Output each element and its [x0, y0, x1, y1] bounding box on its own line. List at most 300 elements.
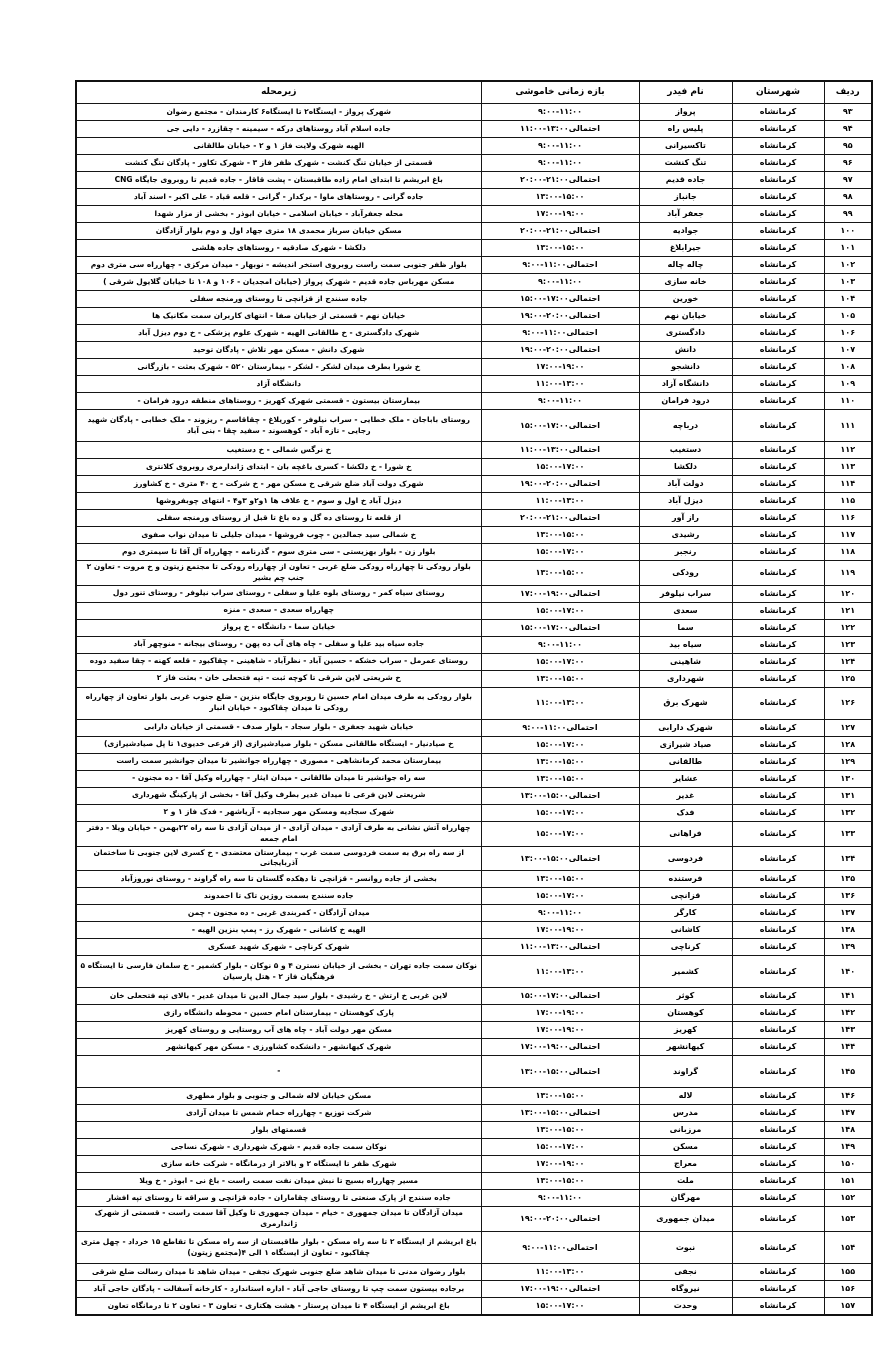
cell-county: کرمانشاه — [732, 189, 824, 206]
cell-subneighborhood: شهرک دانش - مسکن مهر تلاش - پادگان توحید — [76, 342, 481, 359]
table-row — [76, 393, 872, 410]
cell-county: کرمانشاه — [732, 138, 824, 155]
cell-outage-time: ۹:۰۰-۱۱:۰۰ — [481, 636, 639, 653]
cell-subneighborhood: نوکان سمت جاده تهران - بخشی از خیابان نسترن ۴ و ۵ نوکان - بلوار کشمیر - خ سلمان فارسی تا ایستگاه ۵ فرهنگیان فاز ۲ - هتل پارسیان — [76, 956, 481, 988]
cell-county: کرمانشاه — [732, 393, 824, 410]
cell-feeder-name: فردوسی — [639, 846, 732, 871]
cell-subneighborhood: میدان آزادگان تا میدان جمهوری - خیام - میدان جمهوری تا وکیل آقا سمت راست - قسمتی از شهرک ژاندارمری — [76, 1207, 481, 1232]
cell-row-number: ۱۰۹ — [824, 376, 872, 393]
table-row — [76, 359, 872, 376]
table-row — [76, 172, 872, 189]
cell-feeder-name: کشمیر — [639, 956, 732, 988]
cell-subneighborhood: روستای عمرمل - سراب خشکه - حسین آباد - نظرآباد - شاهینی - چقاکبود - قلعه کهنه - چقا سفید دوده — [76, 653, 481, 670]
table-row — [76, 956, 872, 988]
cell-outage-time: ۱۳:۰۰-۱۵:۰۰ — [481, 189, 639, 206]
cell-subneighborhood: چهارراه آتش نشانی به طرف آزادی - میدان آزادی - از میدان آزادی تا سه راه ۲۲بهمن - خیابان ویلا - دفتر امام جمعه — [76, 821, 481, 846]
cell-county: کرمانشاه — [732, 1039, 824, 1056]
table-row — [76, 1088, 872, 1105]
cell-row-number: ۱۴۴ — [824, 1039, 872, 1056]
cell-county: کرمانشاه — [732, 240, 824, 257]
table-row — [76, 939, 872, 956]
cell-subneighborhood: برجاده بیستون سمت چپ تا روستای حاجی آباد - اداره استاندارد - کارخانه آسفالت - پادگان حاجی آباد — [76, 1281, 481, 1298]
cell-feeder-name: درود فرامان — [639, 393, 732, 410]
cell-county: کرمانشاه — [732, 257, 824, 274]
cell-county: کرمانشاه — [732, 585, 824, 602]
cell-subneighborhood: خ صیادنیار - ایستگاه طالقانی مسکن - بلوار صیادشیرازی (از فرعی خدیوی۱ تا پل صیادشیرازی) — [76, 736, 481, 753]
cell-feeder-name: غدیر — [639, 787, 732, 804]
cell-outage-time: ۱۳:۰۰-۱۵:۰۰ — [481, 670, 639, 687]
cell-outage-time: ۱۷:۰۰-۱۹:۰۰احتمالی — [481, 1281, 639, 1298]
cell-feeder-name: دانشگاه آزاد — [639, 376, 732, 393]
cell-outage-time: ۱۱:۰۰-۱۳:۰۰ — [481, 376, 639, 393]
cell-subneighborhood: شهرک پرواز - ایستگاه۲ تا ایستگاه۶ کارمندان - مجتمع رضوان — [76, 104, 481, 121]
cell-county: کرمانشاه — [732, 753, 824, 770]
cell-subneighborhood: شهرک کرناچی - شهرک شهید عسکری — [76, 939, 481, 956]
cell-outage-time: ۱۵:۰۰-۱۷:۰۰ — [481, 653, 639, 670]
cell-row-number: ۱۳۴ — [824, 846, 872, 871]
cell-county: کرمانشاه — [732, 787, 824, 804]
cell-county: کرمانشاه — [732, 956, 824, 988]
cell-subneighborhood: بلوار ظفر جنوبی سمت راست روبروی استخر اندیشه - نوبهار - میدان مرکزی - چهارراه سی متری دوم — [76, 257, 481, 274]
cell-outage-time: ۱۳:۰۰-۱۵:۰۰ — [481, 561, 639, 586]
cell-row-number: ۱۲۲ — [824, 619, 872, 636]
cell-outage-time: ۱۵:۰۰-۱۷:۰۰ — [481, 602, 639, 619]
cell-county: کرمانشاه — [732, 104, 824, 121]
cell-county: کرمانشاه — [732, 1139, 824, 1156]
cell-row-number: ۱۱۲ — [824, 442, 872, 459]
cell-row-number: ۱۳۲ — [824, 804, 872, 821]
cell-subneighborhood: قسمتی از خیابان تنگ کنشت - شهرک ظفر فاز ۳ - شهرک تکاور - پادگان تنگ کنشت — [76, 155, 481, 172]
cell-row-number: ۱۳۳ — [824, 821, 872, 846]
cell-feeder-name: کیهانشهر — [639, 1039, 732, 1056]
cell-row-number: ۱۱۱ — [824, 410, 872, 442]
cell-row-number: ۱۱۹ — [824, 561, 872, 586]
cell-outage-time: ۱۱:۰۰-۱۳:۰۰ — [481, 687, 639, 719]
cell-subneighborhood: خ شمالی سید جمالدین - چوب فروشها - میدان جلیلی تا میدان نواب صفوی — [76, 527, 481, 544]
cell-subneighborhood: شهرک دادگستری - خ طالقانی الهیه - شهرک علوم پزشکی - خ دوم دیزل آباد — [76, 325, 481, 342]
cell-county: کرمانشاه — [732, 493, 824, 510]
cell-feeder-name: دلکشا — [639, 459, 732, 476]
cell-row-number: ۱۲۱ — [824, 602, 872, 619]
cell-county: کرمانشاه — [732, 1022, 824, 1039]
cell-feeder-name: کارگر — [639, 905, 732, 922]
cell-outage-time: ۱۵:۰۰-۱۷:۰۰ — [481, 804, 639, 821]
cell-county: کرمانشاه — [732, 988, 824, 1005]
cell-feeder-name: درباچه — [639, 410, 732, 442]
cell-feeder-name: لاله — [639, 1088, 732, 1105]
cell-row-number: ۱۵۳ — [824, 1207, 872, 1232]
cell-outage-time: ۱۵:۰۰-۱۷:۰۰ — [481, 1139, 639, 1156]
cell-outage-time: ۱۱:۰۰-۱۳:۰۰احتمالی — [481, 442, 639, 459]
cell-subneighborhood: جاده سنندج بسمت روژین تاک تا احمدوند — [76, 888, 481, 905]
cell-outage-time: ۹:۰۰-۱۱:۰۰ — [481, 1190, 639, 1207]
cell-subneighborhood: خ شریعتی لاین شرقی تا کوچه ثبت - تپه فتحعلی خان - بعثت فاز ۲ — [76, 670, 481, 687]
cell-outage-time: ۱۳:۰۰-۱۵:۰۰ — [481, 1173, 639, 1190]
cell-row-number: ۱۵۷ — [824, 1298, 872, 1316]
cell-county: کرمانشاه — [732, 687, 824, 719]
cell-subneighborhood: بلوار رودکی تا چهارراه رودکی ضلع غربی - تعاون از چهارراه رودکی تا مجتمع زیتون و خ مروت - تعاون ۲ جنب چم بشیر — [76, 561, 481, 586]
cell-subneighborhood: خ شورا - خ دلکشا - کسری باغچه بان - ابتدای ژاندارمری روبروی کلانتری — [76, 459, 481, 476]
cell-subneighborhood: بلوار زن - بلوار بهزیستی - سی متری سوم - گذرنامه - چهارراه آل آقا تا سیمتری دوم — [76, 544, 481, 561]
cell-subneighborhood: مسکن خیابان لاله شمالی و جنوبی و بلوار مطهری — [76, 1088, 481, 1105]
cell-row-number: ۱۴۰ — [824, 956, 872, 988]
cell-feeder-name: رشیدی — [639, 527, 732, 544]
table-row — [76, 459, 872, 476]
cell-row-number: ۱۵۵ — [824, 1264, 872, 1281]
cell-row-number: ۱۳۷ — [824, 905, 872, 922]
cell-subneighborhood: دلکشا - شهرک صادقیه - روستاهای جاده هلشی — [76, 240, 481, 257]
cell-county: کرمانشاه — [732, 155, 824, 172]
cell-subneighborhood: بلوار رودکی به طرف میدان امام حسین تا روبروی جایگاه بنزین - ضلع جنوب غربی بلوار تعاون از چهارراه رودکی تا میدان چقاکبود - خیابان انبار — [76, 687, 481, 719]
cell-outage-time: ۲۰:۰۰-۲۱:۰۰احتمالی — [481, 510, 639, 527]
cell-subneighborhood: الهیه خ کاشانی - شهرک رز - پمپ بنزین الهیه - — [76, 922, 481, 939]
cell-row-number: ۱۱۵ — [824, 493, 872, 510]
table-row — [76, 240, 872, 257]
cell-outage-time: ۲۰:۰۰-۲۱:۰۰احتمالی — [481, 172, 639, 189]
cell-county: کرمانشاه — [732, 527, 824, 544]
cell-subneighborhood: خ نرگس شمالی - خ دستغیب — [76, 442, 481, 459]
cell-row-number: ۱۴۲ — [824, 1005, 872, 1022]
cell-subneighborhood: سه راه جوانشیر تا میدان طالقانی - میدان ایثار - چهارراه وکیل آقا - ده مجنون - — [76, 770, 481, 787]
cell-county: کرمانشاه — [732, 223, 824, 240]
cell-subneighborhood: بلوار رضوان مدنی تا میدان شاهد ضلع جنوبی شهرک نجفی - میدان شاهد تا میدان رسالت ضلع شرقی — [76, 1264, 481, 1281]
cell-feeder-name: جیرابلاغ — [639, 240, 732, 257]
cell-row-number: ۱۰۵ — [824, 308, 872, 325]
cell-row-number: ۱۳۵ — [824, 871, 872, 888]
cell-row-number: ۱۱۰ — [824, 393, 872, 410]
table-row — [76, 1173, 872, 1190]
cell-outage-time: ۱۹:۰۰-۲۰:۰۰احتمالی — [481, 308, 639, 325]
cell-subneighborhood: مسکن مهر دولت آباد - چاه های آب روستایی و روستای کهریز — [76, 1022, 481, 1039]
cell-outage-time: ۱۵:۰۰-۱۷:۰۰ — [481, 459, 639, 476]
cell-county: کرمانشاه — [732, 342, 824, 359]
table-row — [76, 770, 872, 787]
cell-row-number: ۱۴۸ — [824, 1122, 872, 1139]
cell-feeder-name: مرزبانی — [639, 1122, 732, 1139]
cell-row-number: ۱۴۱ — [824, 988, 872, 1005]
cell-subneighborhood: شرکت توزیع - چهارراه حمام شمس تا میدان آزادی — [76, 1105, 481, 1122]
cell-outage-time: ۹:۰۰-۱۱:۰۰ — [481, 274, 639, 291]
cell-outage-time: ۱۳:۰۰-۱۵:۰۰احتمالی — [481, 787, 639, 804]
table-row — [76, 308, 872, 325]
cell-feeder-name: دیزل آباد — [639, 493, 732, 510]
cell-feeder-name: دانشجو — [639, 359, 732, 376]
cell-county: کرمانشاه — [732, 206, 824, 223]
table-row — [76, 1039, 872, 1056]
cell-row-number: ۱۴۹ — [824, 1139, 872, 1156]
cell-feeder-name: طالقانی — [639, 753, 732, 770]
cell-county: کرمانشاه — [732, 410, 824, 442]
cell-row-number: ۱۲۹ — [824, 753, 872, 770]
table-row — [76, 325, 872, 342]
cell-outage-time: ۱۱:۰۰-۱۳:۰۰ — [481, 956, 639, 988]
cell-county: کرمانشاه — [732, 846, 824, 871]
table-row — [76, 138, 872, 155]
cell-outage-time: ۱۳:۰۰-۱۵:۰۰احتمالی — [481, 1056, 639, 1088]
table-row — [76, 442, 872, 459]
cell-outage-time: ۱۷:۰۰-۱۹:۰۰ — [481, 1022, 639, 1039]
cell-outage-time: ۱۳:۰۰-۱۵:۰۰ — [481, 770, 639, 787]
cell-outage-time: ۱۳:۰۰-۱۵:۰۰احتمالی — [481, 846, 639, 871]
cell-row-number: ۱۲۳ — [824, 636, 872, 653]
cell-subneighborhood: محله جعفرآباد - خیابان اسلامی - خیابان ابوذر - بخشی از مزار شهدا — [76, 206, 481, 223]
cell-subneighborhood: دیزل آباد خ اول و سوم - خ علاف ها ۱و۲و ۳و۴ - انتهای چوبفروشها — [76, 493, 481, 510]
cell-feeder-name: دانش — [639, 342, 732, 359]
table-row — [76, 510, 872, 527]
cell-county: کرمانشاه — [732, 804, 824, 821]
column-header-county: شهرستان — [732, 81, 824, 104]
cell-feeder-name: نبوت — [639, 1232, 732, 1264]
cell-row-number: ۱۳۰ — [824, 770, 872, 787]
cell-subneighborhood: شهرک ظفر تا ایستگاه ۲ و بالاتر از درمانگاه - شرکت خانه سازی — [76, 1156, 481, 1173]
cell-county: کرمانشاه — [732, 376, 824, 393]
cell-outage-time: ۱۳:۰۰-۱۵:۰۰ — [481, 1088, 639, 1105]
table-row — [76, 1139, 872, 1156]
table-row — [76, 585, 872, 602]
cell-county: کرمانشاه — [732, 653, 824, 670]
cell-outage-time: ۱۹:۰۰-۲۰:۰۰احتمالی — [481, 342, 639, 359]
table-row — [76, 1005, 872, 1022]
cell-county: کرمانشاه — [732, 602, 824, 619]
cell-feeder-name: راز آور — [639, 510, 732, 527]
cell-subneighborhood: شهرک کیهانشهر - دانشکده کشاورزی - مسکن مهر کیهانشهر — [76, 1039, 481, 1056]
cell-feeder-name: تاکسیرانی — [639, 138, 732, 155]
table-row — [76, 1190, 872, 1207]
cell-row-number: ۱۳۸ — [824, 922, 872, 939]
cell-subneighborhood: بیمارستان بیستون - قسمتی شهرک کهریز - روستاهای منطقه درود فرامان - — [76, 393, 481, 410]
cell-row-number: ۹۵ — [824, 138, 872, 155]
cell-county: کرمانشاه — [732, 291, 824, 308]
table-row — [76, 544, 872, 561]
table-row — [76, 493, 872, 510]
cell-feeder-name: شهرک برق — [639, 687, 732, 719]
cell-feeder-name: مدرس — [639, 1105, 732, 1122]
cell-outage-time: ۱۵:۰۰-۱۷:۰۰احتمالی — [481, 988, 639, 1005]
cell-row-number: ۱۱۳ — [824, 459, 872, 476]
cell-outage-time: ۹:۰۰-۱۱:۰۰احتمالی — [481, 719, 639, 736]
cell-row-number: ۱۳۶ — [824, 888, 872, 905]
cell-row-number: ۱۰۴ — [824, 291, 872, 308]
cell-county: کرمانشاه — [732, 871, 824, 888]
table-row — [76, 206, 872, 223]
cell-feeder-name: مسکن — [639, 1139, 732, 1156]
cell-outage-time: ۱۵:۰۰-۱۷:۰۰احتمالی — [481, 291, 639, 308]
cell-subneighborhood: باغ ابریشم از ایستگاه ۲ تا سه راه مسکن - بلوار طاقبستان از سه راه مسکن تا تقاطع ۱۵ خرداد - چهل متری چقاکبود - تعاون از ایستگاه ۱ الی ۴(مجتمع زیتون) — [76, 1232, 481, 1264]
cell-row-number: ۱۰۶ — [824, 325, 872, 342]
table-row — [76, 274, 872, 291]
column-header-feeder-name: نام فیدر — [639, 81, 732, 104]
cell-subneighborhood: مسیر چهارراه بسیج تا نبش میدان نفت سمت راست - باغ نی - ابوذر - خ ویلا — [76, 1173, 481, 1190]
cell-county: کرمانشاه — [732, 510, 824, 527]
table-row — [76, 155, 872, 172]
table-row — [76, 687, 872, 719]
cell-outage-time: ۱۹:۰۰-۲۰:۰۰احتمالی — [481, 1207, 639, 1232]
table-row — [76, 342, 872, 359]
cell-feeder-name: مهرگان — [639, 1190, 732, 1207]
cell-feeder-name: رنجبر — [639, 544, 732, 561]
cell-row-number: ۱۱۸ — [824, 544, 872, 561]
cell-feeder-name: نجفی — [639, 1264, 732, 1281]
table-row — [76, 1022, 872, 1039]
cell-subneighborhood: پارک کوهستان - بیمارستان امام حسین - محوطه دانشگاه رازی — [76, 1005, 481, 1022]
cell-county: کرمانشاه — [732, 476, 824, 493]
cell-subneighborhood: خ شورا بطرف میدان لشکر - لشکر - بیمارستان ۵۲۰ - شهرک بعثت - بازرگانی — [76, 359, 481, 376]
cell-row-number: ۱۲۵ — [824, 670, 872, 687]
cell-feeder-name: نیروگاه — [639, 1281, 732, 1298]
cell-feeder-name: سما — [639, 619, 732, 636]
cell-subneighborhood: روستای باباجان - ملک خطایی - سراب نیلوفر - کوریلاغ - چقاقاسم - ریزوند - ملک خطابی - پادگان شهید رجایی - تازه آباد - کوهسوند - سفید چقا - بنی آباد — [76, 410, 481, 442]
table-row — [76, 1298, 872, 1316]
table-row — [76, 1122, 872, 1139]
cell-feeder-name: رودکی — [639, 561, 732, 586]
cell-outage-time: ۱۳:۰۰-۱۵:۰۰ — [481, 240, 639, 257]
cell-county: کرمانشاه — [732, 1005, 824, 1022]
cell-county: کرمانشاه — [732, 172, 824, 189]
table-row — [76, 1281, 872, 1298]
table-row — [76, 602, 872, 619]
cell-row-number: ۱۱۴ — [824, 476, 872, 493]
cell-row-number: ۱۱۷ — [824, 527, 872, 544]
cell-county: کرمانشاه — [732, 561, 824, 586]
cell-county: کرمانشاه — [732, 1281, 824, 1298]
cell-county: کرمانشاه — [732, 736, 824, 753]
cell-feeder-name: دادگستری — [639, 325, 732, 342]
cell-feeder-name: پرواز — [639, 104, 732, 121]
cell-outage-time: ۱۵:۰۰-۱۷:۰۰ — [481, 544, 639, 561]
document-page — [0, 80, 892, 1360]
cell-feeder-name: دولت آباد — [639, 476, 732, 493]
cell-row-number: ۱۵۲ — [824, 1190, 872, 1207]
cell-outage-time: ۱۵:۰۰-۱۷:۰۰ — [481, 736, 639, 753]
cell-outage-time: ۱۱:۰۰-۱۳:۰۰احتمالی — [481, 939, 639, 956]
cell-outage-time: ۹:۰۰-۱۱:۰۰ — [481, 138, 639, 155]
cell-outage-time: ۱۷:۰۰-۱۹:۰۰ — [481, 359, 639, 376]
table-body — [76, 104, 872, 1316]
cell-row-number: ۹۸ — [824, 189, 872, 206]
cell-subneighborhood: باغ ابریشم تا ابتدای امام زاده طاقبستان - پشت قاقار - جاده قدیم تا روبروی جایگاه CNG — [76, 172, 481, 189]
table-row — [76, 787, 872, 804]
cell-outage-time: ۹:۰۰-۱۱:۰۰ — [481, 905, 639, 922]
cell-row-number: ۹۶ — [824, 155, 872, 172]
cell-outage-time: ۱۷:۰۰-۱۹:۰۰ — [481, 206, 639, 223]
cell-outage-time: ۱۳:۰۰-۱۵:۰۰احتمالی — [481, 1105, 639, 1122]
cell-county: کرمانشاه — [732, 544, 824, 561]
cell-outage-time: ۹:۰۰-۱۱:۰۰احتمالی — [481, 257, 639, 274]
cell-county: کرمانشاه — [732, 619, 824, 636]
cell-county: کرمانشاه — [732, 1232, 824, 1264]
cell-feeder-name: چاله چاله — [639, 257, 732, 274]
cell-county: کرمانشاه — [732, 670, 824, 687]
table-row — [76, 476, 872, 493]
cell-outage-time: ۱۵:۰۰-۱۷:۰۰احتمالی — [481, 410, 639, 442]
cell-outage-time: ۱۱:۰۰-۱۳:۰۰ — [481, 493, 639, 510]
outage-schedule-table — [75, 80, 873, 1316]
cell-feeder-name: جوادیه — [639, 223, 732, 240]
cell-county: کرمانشاه — [732, 359, 824, 376]
cell-subneighborhood: از سه راه برق به سمت فردوسی سمت غرب - بیمارستان معتضدی - خ کسری لاین جنوبی تا ساختمان آذربایجانی — [76, 846, 481, 871]
table-row — [76, 905, 872, 922]
cell-outage-time: ۹:۰۰-۱۱:۰۰ — [481, 155, 639, 172]
cell-outage-time: ۹:۰۰-۱۱:۰۰ — [481, 393, 639, 410]
cell-county: کرمانشاه — [732, 636, 824, 653]
cell-feeder-name: سراب نیلوفر — [639, 585, 732, 602]
cell-row-number: ۱۵۴ — [824, 1232, 872, 1264]
cell-county: کرمانشاه — [732, 1173, 824, 1190]
cell-subneighborhood: میدان آزادگان - کمربندی غربی - ده مجنون - چمن — [76, 905, 481, 922]
cell-outage-time: ۹:۰۰-۱۱:۰۰احتمالی — [481, 1232, 639, 1264]
cell-feeder-name: کهریز — [639, 1022, 732, 1039]
table-row — [76, 121, 872, 138]
cell-outage-time: ۱۷:۰۰-۱۹:۰۰احتمالی — [481, 1039, 639, 1056]
table-row — [76, 1105, 872, 1122]
cell-outage-time: ۱۵:۰۰-۱۷:۰۰ — [481, 821, 639, 846]
table-row — [76, 223, 872, 240]
cell-row-number: ۱۲۷ — [824, 719, 872, 736]
cell-row-number: ۱۴۷ — [824, 1105, 872, 1122]
cell-county: کرمانشاه — [732, 1190, 824, 1207]
cell-feeder-name: سیاه بید — [639, 636, 732, 653]
cell-feeder-name: دستغیب — [639, 442, 732, 459]
cell-subneighborhood: روستای سیاه کمر - روستای بلوه علیا و سفلی - روستای سراب نیلوفر - روستای تنور دول — [76, 585, 481, 602]
cell-row-number: ۱۴۵ — [824, 1056, 872, 1088]
table-row — [76, 988, 872, 1005]
cell-row-number: ۹۴ — [824, 121, 872, 138]
table-row — [76, 636, 872, 653]
cell-county: کرمانشاه — [732, 1156, 824, 1173]
cell-feeder-name: فدک — [639, 804, 732, 821]
cell-subneighborhood: الهیه شهرک ولایت فاز ۱ و ۲ - خیابان طالقانی — [76, 138, 481, 155]
table-row — [76, 1232, 872, 1264]
table-row — [76, 410, 872, 442]
cell-row-number: ۹۳ — [824, 104, 872, 121]
cell-subneighborhood: دانشگاه آزاد — [76, 376, 481, 393]
cell-subneighborhood: چهارراه سعدی - سعدی - منزه — [76, 602, 481, 619]
cell-row-number: ۱۳۹ — [824, 939, 872, 956]
table-row — [76, 1156, 872, 1173]
table-row — [76, 1056, 872, 1088]
cell-outage-time: ۱۵:۰۰-۱۷:۰۰احتمالی — [481, 619, 639, 636]
cell-county: کرمانشاه — [732, 719, 824, 736]
cell-subneighborhood: مسکن مهرباس جاده قدیم - شهرک پرواز (خیابان امجدیان - ۱۰۶ و ۱۰۸ تا خیابان گلایول شرقی ) — [76, 274, 481, 291]
cell-feeder-name: کرناچی — [639, 939, 732, 956]
cell-county: کرمانشاه — [732, 121, 824, 138]
cell-subneighborhood: خیابان سما - دانشگاه - خ پرواز — [76, 619, 481, 636]
cell-feeder-name: شهرک دارابی — [639, 719, 732, 736]
cell-feeder-name: خورین — [639, 291, 732, 308]
cell-feeder-name: خانه سازی — [639, 274, 732, 291]
column-header-row-number: ردیف — [824, 81, 872, 104]
cell-county: کرمانشاه — [732, 1105, 824, 1122]
cell-subneighborhood: شهرک سجادیه ومسکن مهر سجادیه - آریاشهر - فدک فاز ۱ و ۲ — [76, 804, 481, 821]
cell-county: کرمانشاه — [732, 325, 824, 342]
cell-row-number: ۱۰۸ — [824, 359, 872, 376]
table-row — [76, 1264, 872, 1281]
header-row — [76, 81, 872, 104]
cell-outage-time: ۱۱:۰۰-۱۳:۰۰ — [481, 1264, 639, 1281]
cell-feeder-name: فراهانی — [639, 821, 732, 846]
cell-feeder-name: جعفر آباد — [639, 206, 732, 223]
cell-outage-time: ۱۵:۰۰-۱۷:۰۰ — [481, 888, 639, 905]
cell-feeder-name: وحدت — [639, 1298, 732, 1316]
cell-outage-time: ۱۵:۰۰-۱۷:۰۰ — [481, 1298, 639, 1316]
cell-outage-time: ۲۰:۰۰-۲۱:۰۰احتمالی — [481, 223, 639, 240]
column-header-outage-time: بازه زمانی خاموشی — [481, 81, 639, 104]
table-row — [76, 670, 872, 687]
cell-row-number: ۱۰۷ — [824, 342, 872, 359]
table-row — [76, 753, 872, 770]
cell-outage-time: ۱۷:۰۰-۱۹:۰۰ — [481, 1156, 639, 1173]
cell-feeder-name: کاشانی — [639, 922, 732, 939]
